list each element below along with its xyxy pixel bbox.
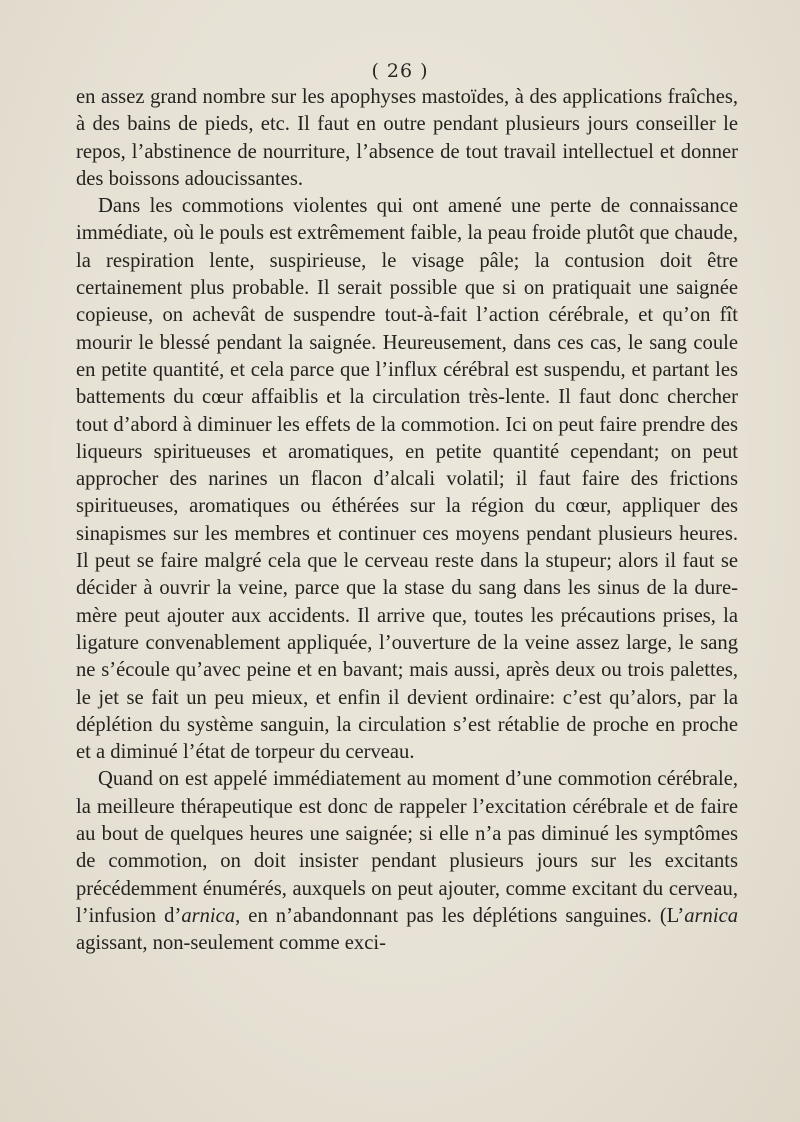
body-text bbox=[76, 84, 738, 958]
paragraph-3 bbox=[76, 766, 738, 957]
paragraph-1: en assez grand nombre sur les apophyses mastoïdes, à des applications fraîches, à des bains de pieds, etc. Il faut en outre pendant plusieurs jours conseiller le repos, l’abstinence de nourriture, l’absence de tout travail intellectuel et donner des boissons adoucissantes. bbox=[76, 86, 738, 190]
italic-term-arnica-2: arnica bbox=[684, 904, 739, 927]
paragraph-3-text-middle: , en n’abandonnant pas les déplétions sanguines. (L’ bbox=[235, 904, 685, 927]
italic-term-arnica-1: arnica bbox=[181, 904, 236, 927]
paragraph-3-text-before: Quand on est appelé immédiatement au moment d’une commotion cérébrale, la meilleure thérapeutique est donc de rappeler l’excitation cérébrale et de faire au bout de quelques heures une saignée; si elle n’a pas diminué les symptômes de commotion, on doit insister pendant plusieurs jours sur les excitants précédemment énumérés, auxquels on peut ajouter, comme excitant du cerveau, l’infusion d’ bbox=[76, 768, 738, 927]
paragraph-3-text-after: agissant, non-seulement comme exci- bbox=[76, 932, 386, 955]
paragraph-2: Dans les commotions violentes qui ont amené une perte de connaissance immédiate, où le pouls est extrêmement faible, la peau froide plutôt que chaude, la respiration lente, suspirieuse, le visage pâle; la contusion doit être certainement plus probable. Il serait possible que si on pratiquait une saignée copieuse, on achevât de suspendre tout-à-fait l’action cérébrale, et qu’on fît mourir le blessé pendant la saignée. Heureusement, dans ces cas, le sang coule en petite quantité, et cela parce que l’influx cérébral est suspendu, et partant les battements du cœur affaiblis et la circulation très-lente. Il faut donc chercher tout d’abord à diminuer les effets de la commotion. Ici on peut faire prendre des liqueurs spiritueuses et aromatiques, en petite quantité cependant; on peut approcher des narines un flacon d’alcali volatil; il faut faire des frictions spiritueuses, aromatiques ou éthérées sur la région du cœur, appliquer des sinapismes sur les membres et continuer ces moyens pendant plusieurs heures. Il peut se faire malgré cela que le cerveau reste dans la stupeur; alors il faut se décider à ouvrir la veine, parce que la stase du sang dans les sinus de la dure-mère peut ajouter aux accidents. Il arrive que, toutes les précautions prises, la ligature convenablement appliquée, l’ouverture de la veine assez large, le sang ne s’écoule qu’avec peine et en bavant; mais aussi, après deux ou trois palettes, le jet se fait un peu mieux, et enfin il devient ordinaire: c’est qu’alors, par la déplétion du système sanguin, la circulation s’est rétablie de proche en proche et a diminué l’état de torpeur du cerveau. bbox=[76, 195, 738, 764]
page-number: ( 26 ) bbox=[371, 60, 429, 82]
